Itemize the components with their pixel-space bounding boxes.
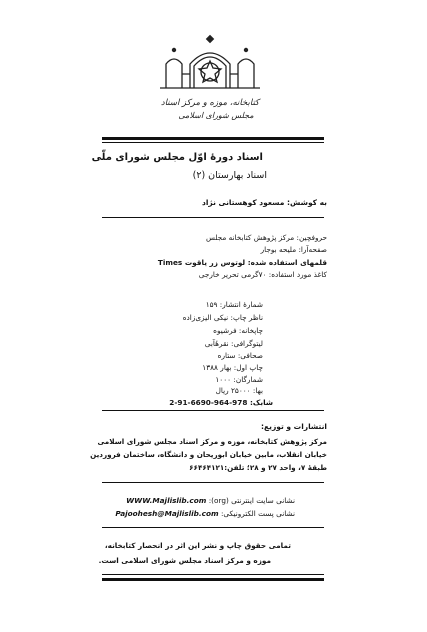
email-line: [115, 509, 295, 518]
distribution-heading: انتشارات و توزیع:: [261, 422, 327, 431]
copyright-rule-bottom: [102, 574, 324, 575]
website-link[interactable]: WWW.Majlislib.com: [126, 496, 207, 505]
email-label: نشانی پست الکترونیکی:: [220, 509, 295, 518]
author-rule: [102, 217, 324, 218]
website-line: [126, 496, 295, 505]
logo-caption-line2: مجلس شورای اسلامی: [178, 111, 254, 120]
distribution-line: طبقهٔ ۷، واحد ۲۷ و ۲۸؛ تلفن:۶۶۴۶۴۱۲۱: [189, 463, 327, 472]
email-link[interactable]: Pajoohesh@Majlislib.com: [115, 509, 219, 518]
copyright-line: موزه و مرکز اسناد مجلس شورای اسلامی است.: [98, 556, 271, 565]
credit-line: کاغذ مورد استفاده: ۷۰گرمی تحریر خارجی: [198, 270, 327, 279]
website-label: نشانی سایت اینترنتی (org):: [208, 496, 295, 505]
meta-line: شمارگان: ۱۰۰۰: [215, 375, 263, 384]
meta-line: ناظر چاپ: نیکی الیزی‌زاده: [182, 313, 263, 322]
title-top-rule-thin: [102, 142, 324, 143]
meta-line: بها: ۲۵۰۰۰ ریال: [215, 386, 263, 395]
logo-caption-line1: کتابخانه، موزه و مرکز اسناد: [160, 98, 260, 108]
meta-line: چاپ اول: بهار ۱۳۸۸: [202, 363, 263, 372]
meta-line: لیتوگرافی: نقرهٔآبی: [204, 339, 263, 348]
author-line: به کوشش: مسعود کوهستانی نژاد: [202, 198, 327, 207]
isbn-line: شابک: 978-964-6690-91-2: [169, 398, 273, 407]
meta-line: چاپخانه: فرشیوه: [213, 326, 263, 335]
title-top-rule: [102, 137, 324, 140]
contacts-rule: [102, 482, 324, 483]
distribution-line: خیابان انقلاب، مابین خیابان ابوریحان و دانشگاه، ساختمان فروردین: [90, 450, 327, 459]
copyright-rule-top: [102, 527, 324, 528]
credit-line: قلمهای استفاده شده: لوتوس زر یاقوت Times: [157, 258, 327, 267]
copyright-line: تمامی حقوق چاپ و نشر این اثر در انحصار کتابخانه،: [104, 541, 291, 550]
distribution-line: مرکز پژوهش کتابخانه، موزه و مرکز اسناد مجلس شورای اسلامی: [97, 437, 327, 446]
copyright-rule-bottom-thick: [102, 578, 324, 581]
meta-line: صحافی: ستاره: [217, 351, 263, 360]
meta-line: شمارهٔ انتشار: ۱۵۹: [205, 300, 263, 309]
credit-line: حروفچین: مرکز پژوهش کتابخانه مجلس: [205, 233, 327, 242]
distribution-rule: [102, 410, 324, 411]
library-logo: [130, 30, 290, 130]
book-subtitle: اسناد بهارستان (۲): [192, 170, 267, 181]
credit-line: صفحه‌آرا: ملیحه بوجار: [260, 245, 327, 254]
book-title: اسناد دورهٔ اوّل مجلس شورای ملّی: [91, 152, 263, 163]
